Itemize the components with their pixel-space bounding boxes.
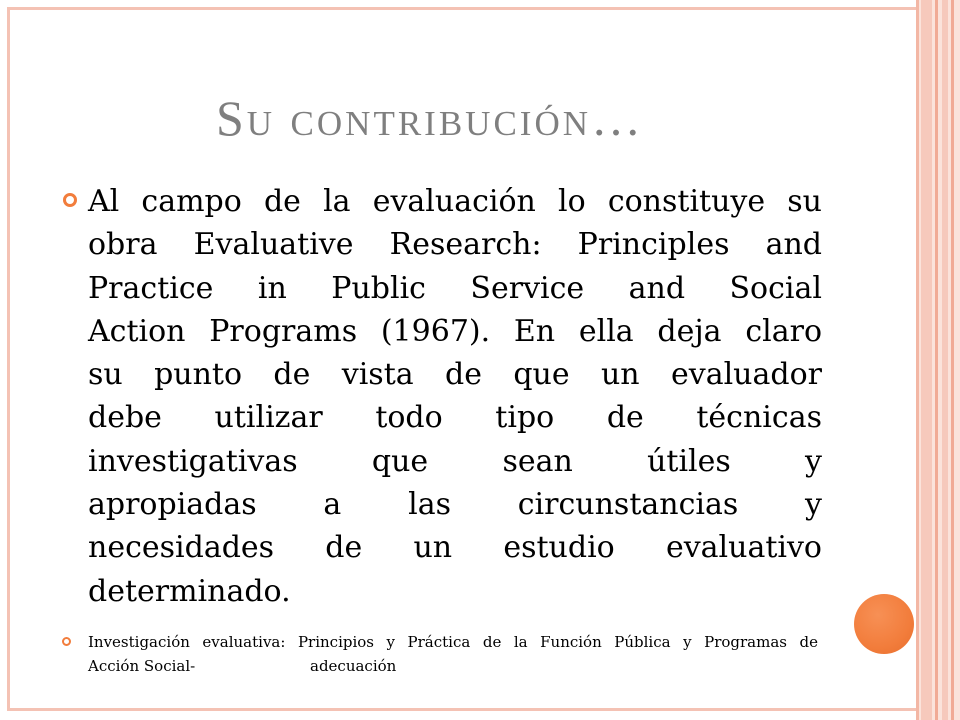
decorative-orange-circle [854,594,914,654]
main-bullet-text [88,180,822,613]
body-line: obra Evaluative Research: Principles and [88,227,822,263]
body-line: determinado. [88,573,291,609]
body-line: Al campo de la evaluación lo constituye su [88,184,822,219]
body-line: debe utilizar todo tipo de técnicas [88,400,822,436]
note-line [88,654,818,678]
note-line-left: Acción Social- [88,657,196,675]
note-line-right: adecuación [310,657,397,675]
body-line: Practice in Public Service and Social [88,270,822,306]
body-line: necesidades de un estudio evaluativo [88,530,822,566]
slide-title: Su contribución… [215,90,645,146]
body-line: apropiadas a las circunstancias y [88,487,822,523]
body-line: investigativas que sean útiles y [88,443,822,479]
right-decorative-stripes [916,0,960,720]
body-line: su punto de vista de que un evaluador [88,357,822,393]
bullet-icon [62,637,71,646]
bullet-icon [63,193,77,207]
body-line: Action Programs (1967). En ella deja claro [88,313,822,349]
note-line: Investigación evaluativa: Principios y Práctica de la Función Pública y Programas de [88,633,818,651]
translation-note [88,630,818,678]
